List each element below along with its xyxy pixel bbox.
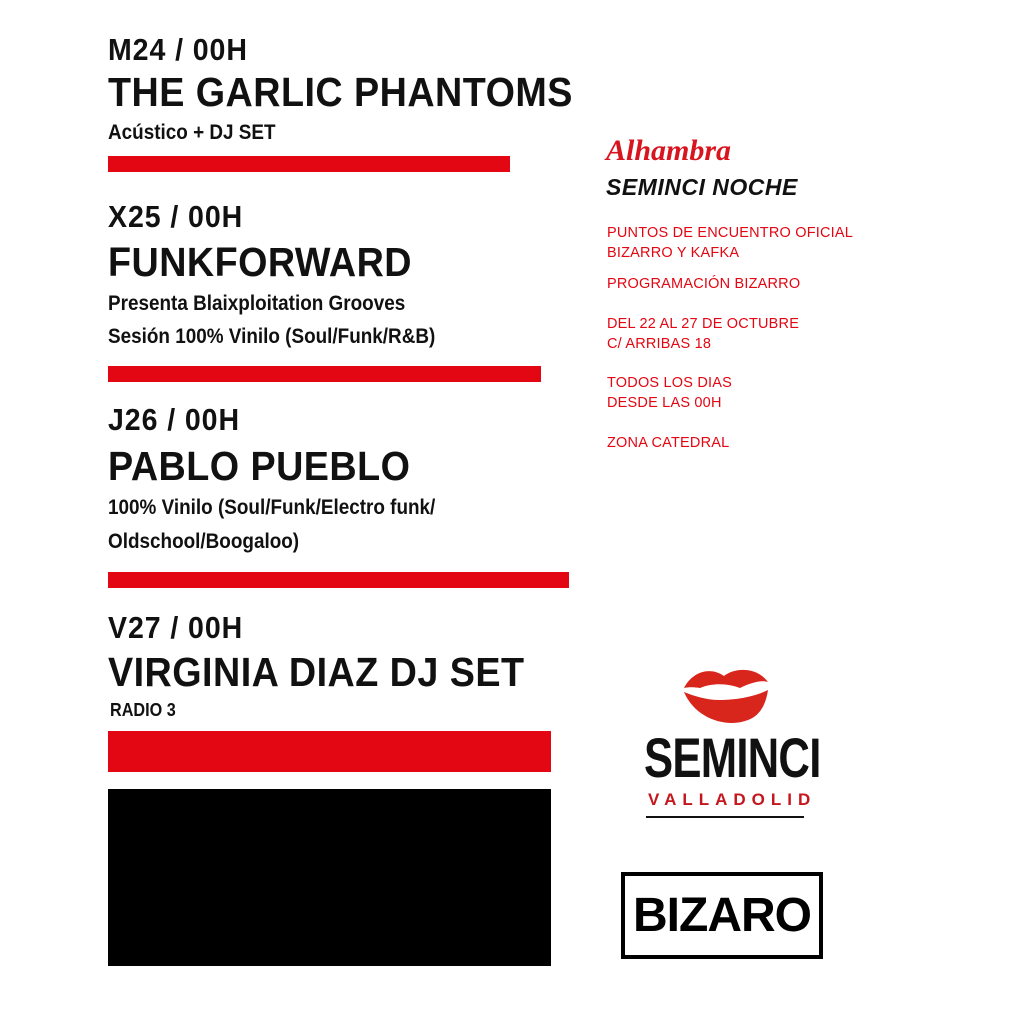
info-programming (607, 274, 800, 294)
info-meeting-points (607, 223, 853, 263)
event-3-date: J26 / 00H (108, 402, 240, 437)
event-divider-1 (108, 156, 510, 172)
info-line: BIZARRO Y KAFKA (607, 245, 740, 261)
event-divider-2 (108, 366, 541, 382)
event-divider-4 (108, 731, 551, 772)
event-2-detail-2: Sesión 100% Vinilo (Soul/Funk/R&B) (108, 325, 436, 348)
event-2-detail-1: Presenta Blaixploitation Grooves (108, 292, 406, 315)
event-divider-3 (108, 572, 569, 588)
info-line: TODOS LOS DIAS (607, 375, 733, 391)
black-block (108, 789, 551, 966)
event-4-artist: VIRGINIA DIAZ DJ SET (108, 649, 525, 695)
info-line: DEL 22 AL 27 DE OCTUBRE (607, 316, 800, 332)
event-3-artist: PABLO PUEBLO (108, 443, 411, 489)
alhambra-logo: Alhambra (606, 134, 732, 167)
info-schedule (607, 373, 732, 413)
info-line: C/ ARRIBAS 18 (607, 336, 712, 352)
event-3-detail-2: Oldschool/Boogaloo) (108, 530, 300, 553)
event-2-date: X25 / 00H (108, 199, 244, 234)
info-dates-address (607, 314, 799, 354)
bizaro-logo (621, 872, 823, 959)
bizaro-wordmark: BIZARO (633, 888, 811, 942)
event-1-date: M24 / 00H (108, 32, 248, 67)
event-4-detail: RADIO 3 (110, 700, 176, 720)
info-line: PROGRAMACIÓN BIZARRO (607, 276, 801, 292)
seminci-city: VALLADOLID (648, 790, 817, 809)
seminci-noche-title: SEMINCI NOCHE (606, 174, 798, 200)
seminci-underline (646, 816, 804, 818)
event-3-detail-1: 100% Vinilo (Soul/Funk/Electro funk/ (108, 496, 436, 519)
event-4-date: V27 / 00H (108, 610, 244, 645)
info-zone (607, 433, 729, 453)
event-1-detail: Acústico + DJ SET (108, 121, 276, 144)
seminci-logo (640, 660, 820, 830)
event-1-artist: THE GARLIC PHANTOMS (108, 69, 573, 115)
lips-icon (640, 660, 820, 735)
info-line: ZONA CATEDRAL (607, 435, 730, 451)
info-line: DESDE LAS 00H (607, 395, 722, 411)
seminci-wordmark: SEMINCI (644, 726, 821, 789)
event-2-artist: FUNKFORWARD (108, 239, 413, 285)
info-line: PUNTOS DE ENCUENTRO OFICIAL (607, 225, 854, 241)
